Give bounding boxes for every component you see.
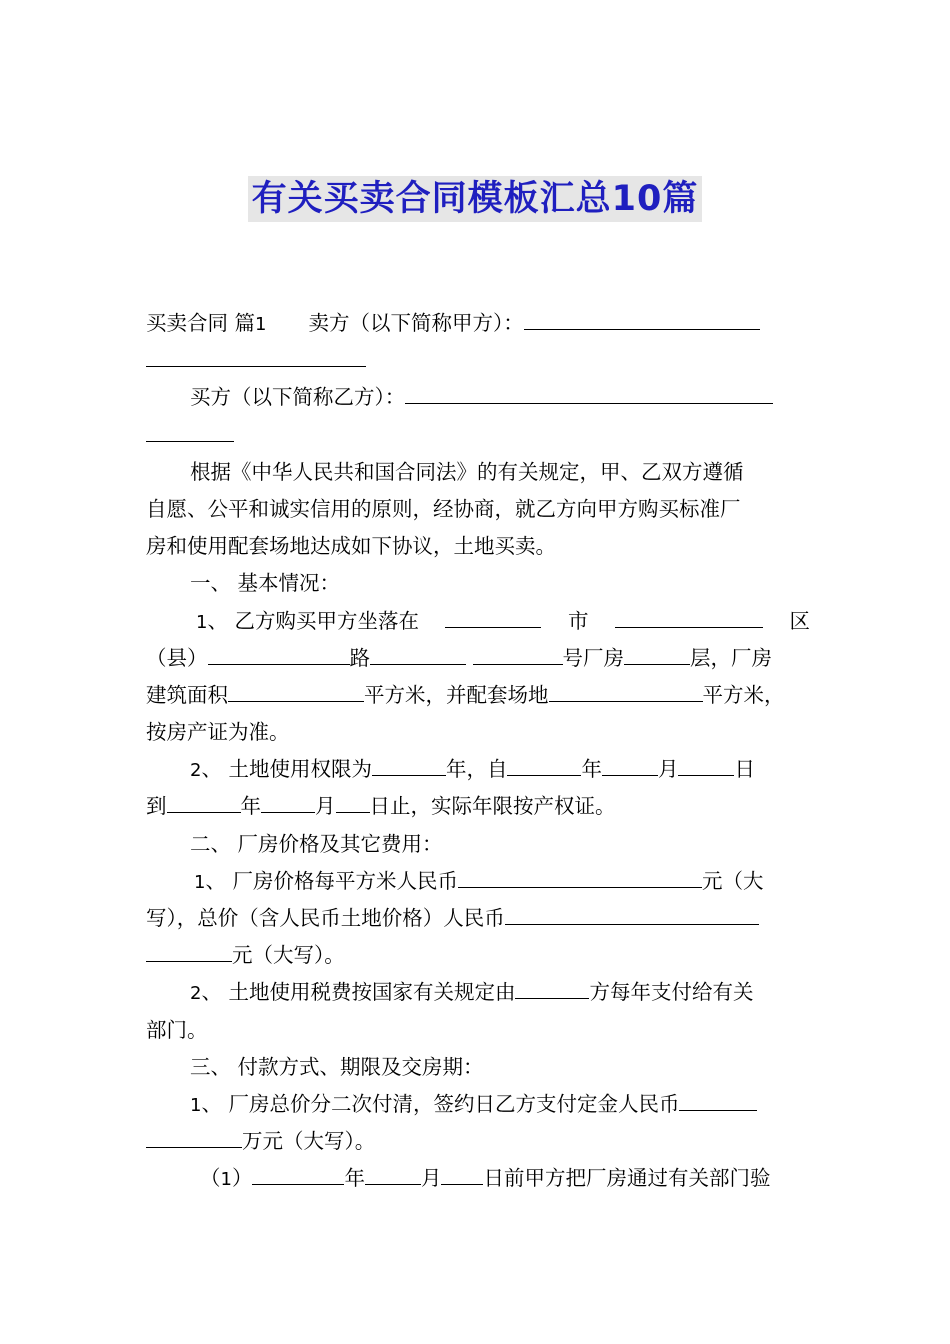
total-price-blank-cont — [146, 937, 232, 962]
from-label: 年，自 — [445, 757, 508, 782]
seller-blank — [524, 305, 760, 330]
clause-2-1-line-2 — [146, 900, 810, 937]
unit-price-suffix: 元（大 — [701, 868, 764, 893]
deposit-label: 、 厂房总价分二次付清，签约日乙方支付定金人民币 — [201, 1091, 680, 1116]
to-month-label: 月 — [315, 794, 336, 819]
clause-3-1-line-2 — [146, 1123, 810, 1160]
section-1-heading: 一、 基本情况： — [190, 571, 341, 596]
preamble-line-1: 根据《中华人民共和国合同法》的有关规定，甲、乙双方遵循 — [190, 459, 744, 484]
number-blank — [473, 640, 563, 665]
site-unit-label: 平方米， — [702, 682, 785, 707]
total-price-label: 写），总价（含人民币土地价格）人民币 — [146, 906, 505, 930]
road-blank — [370, 640, 466, 665]
total-price-suffix: 元（大写）。 — [232, 943, 345, 968]
clause-2-1-line-1 — [146, 863, 810, 900]
deposit-blank — [679, 1086, 757, 1111]
handover-text: 日前甲方把厂房通过有关部门验 — [483, 1166, 771, 1191]
clause-1-1-text-a: 、 乙方购买甲方坐落在 — [207, 608, 419, 633]
section-2-heading: 二、 厂房价格及其它费用： — [190, 831, 443, 856]
from-day-label: 日 — [734, 757, 755, 782]
from-day-blank — [678, 751, 734, 776]
land-tax-suffix: 方每年支付给有关 — [589, 980, 754, 1005]
land-tax-party-blank — [515, 974, 589, 999]
handover-month-label: 月 — [420, 1166, 442, 1191]
clause-3-1-number: 1 — [190, 1094, 202, 1116]
term-label: 、 土地使用权限为 — [201, 757, 372, 782]
clause-1-1-number: 1 — [196, 611, 208, 633]
clause-2-2-number: 2 — [190, 983, 202, 1005]
clause-3-1-line-1 — [146, 1086, 810, 1123]
clause-1-1-line-2 — [146, 640, 810, 677]
seller-line-cont — [146, 342, 810, 379]
subclause-number: 1 — [220, 1169, 232, 1191]
handover-day-blank — [441, 1160, 483, 1185]
deposit-suffix: 万元（大写）。 — [242, 1129, 376, 1154]
to-day-blank — [336, 788, 370, 813]
plant-number-label: 号厂房 — [562, 645, 625, 670]
area-blank — [228, 677, 364, 702]
clause-1-2-line-2 — [146, 788, 810, 825]
unit-price-label: 、 厂房价格每平方米人民币 — [205, 868, 458, 893]
document-title: 有关买卖合同模板汇总10篇 — [248, 176, 703, 222]
total-price-blank — [505, 900, 759, 925]
contract-body — [146, 305, 810, 1198]
to-month-blank — [261, 788, 315, 813]
buyer-label: 买方（以下简称乙方）： — [190, 385, 406, 410]
city-blank — [445, 603, 541, 628]
district-blank — [615, 603, 763, 628]
unit-price-blank — [458, 863, 702, 888]
district-label: 区 — [789, 608, 810, 633]
city-label: 市 — [567, 608, 589, 633]
clause-2-1-number: 1 — [194, 871, 206, 893]
handover-month-blank — [365, 1160, 421, 1185]
from-year-blank — [507, 751, 581, 776]
contract-number: 1 — [255, 314, 267, 335]
seller-line — [146, 305, 810, 342]
county-blank — [208, 640, 350, 665]
term-years-blank — [372, 751, 446, 776]
handover-year-label: 年 — [344, 1166, 365, 1191]
clause-3-1-1-line-1 — [146, 1160, 810, 1197]
clause-2-2-line-2: 部门。 — [146, 1017, 208, 1042]
preamble-line-2: 自愿、公平和诚实信用的原则，经协商，就乙方向甲方购买标准厂 — [146, 496, 741, 521]
from-year-label: 年 — [581, 757, 602, 782]
from-month-label: 月 — [657, 757, 679, 782]
contract-label: 买卖合同 篇 — [146, 311, 256, 335]
seller-label: 卖方（以下简称甲方）： — [308, 311, 524, 335]
clause-1-1-line-1 — [146, 603, 810, 640]
clause-1-2-number: 2 — [190, 760, 202, 782]
clause-2-1-line-3 — [146, 937, 810, 974]
buyer-blank-cont — [146, 417, 234, 442]
subclause-open-paren: （ — [200, 1166, 221, 1191]
site-blank — [549, 677, 703, 702]
seller-blank-cont — [146, 342, 366, 367]
land-tax-label: 、 土地使用税费按国家有关规定由 — [201, 980, 516, 1005]
to-day-label: 日止，实际年限按产权证。 — [369, 794, 616, 819]
to-label: 到 — [146, 794, 167, 819]
floor-blank — [624, 640, 690, 665]
site-label: 平方米，并配套场地 — [364, 682, 549, 707]
clause-1-1-line-3 — [146, 677, 810, 714]
handover-year-blank — [252, 1160, 344, 1185]
road-label: 路 — [349, 645, 370, 670]
county-label: （县） — [146, 645, 208, 670]
clause-1-1-line-4: 按房产证为准。 — [146, 720, 290, 745]
clause-1-2-line-1 — [146, 751, 810, 788]
section-3-heading: 三、 付款方式、期限及交房期： — [190, 1054, 484, 1079]
from-month-blank — [602, 751, 658, 776]
buyer-line — [146, 379, 810, 416]
to-year-label: 年 — [240, 794, 261, 819]
deposit-blank-cont — [146, 1123, 242, 1148]
subclause-close-paren: ） — [231, 1166, 253, 1191]
area-label: 建筑面积 — [146, 682, 228, 707]
clause-2-2-line-1 — [146, 974, 810, 1011]
preamble-line-3: 房和使用配套场地达成如下协议，土地买卖。 — [146, 534, 556, 559]
to-year-blank — [167, 788, 241, 813]
buyer-blank — [405, 379, 773, 404]
floor-label: 层，厂房 — [690, 645, 773, 670]
title-container — [0, 176, 950, 222]
buyer-line-cont — [146, 417, 810, 454]
